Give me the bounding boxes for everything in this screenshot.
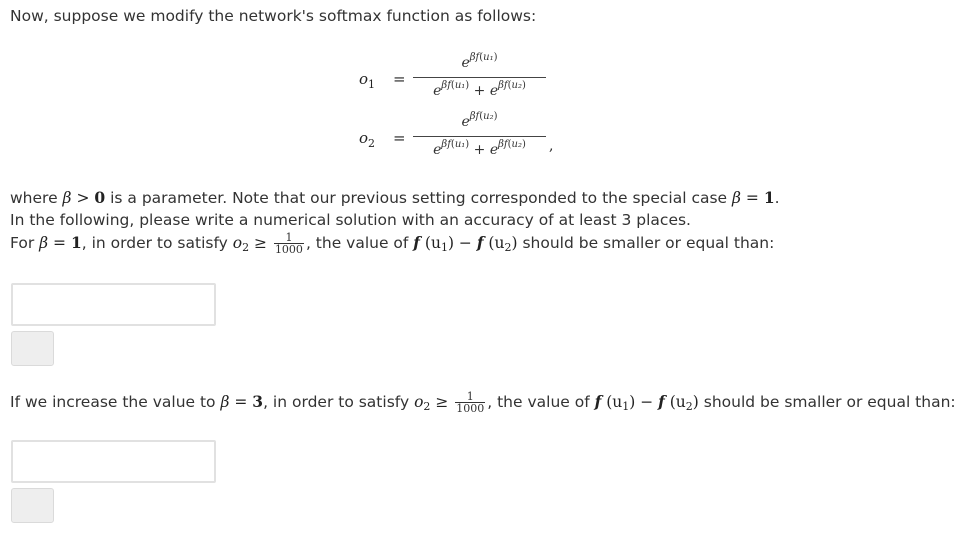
o2-fraction xyxy=(413,111,546,163)
o1-numerator: $e^{\beta f(u_1)}$ xyxy=(461,52,498,71)
fraction-one-thousandth: $\frac{1}{1000}$ xyxy=(456,390,485,415)
o1-denominator: $e^{\beta f(u_1)} + e^{\beta f(u_2)}$ xyxy=(433,80,526,99)
o2-symbol: $o_2$ xyxy=(359,129,376,150)
answer-1-input[interactable] xyxy=(11,283,216,326)
question-1-text: For β = 1, in order to satisfy $o_2$ ≥ $\frac{1}{1000}$ , the value of f $(u_1) - f$ $(u_2)$ should be smaller or equal than: xyxy=(10,231,775,256)
question-2-text: If we increase the value to β = 3, in order to satisfy $o_2$ ≥ $\frac{1}{1000}$ , the value of f $(u_1) - f$ $(u_2)$ should be smaller or equal than: xyxy=(10,390,956,415)
accuracy-instruction: In the following, please write a numerical solution with an accuracy of at least 3 places. xyxy=(10,211,691,229)
o2-numerator: $e^{\beta f(u_2)}$ xyxy=(461,111,498,130)
o1-fraction xyxy=(413,52,546,104)
answer-2-check-button[interactable] xyxy=(11,488,54,523)
o2-equals: = xyxy=(393,129,406,147)
answer-2-input[interactable] xyxy=(11,440,216,483)
intro-text: Now, suppose we modify the network's softmax function as follows: xyxy=(10,7,537,25)
o2-denominator: $e^{\beta f(u_1)} + e^{\beta f(u_2)}$ xyxy=(433,139,526,158)
parameter-description: where β > 0 is a parameter. Note that our previous setting corresponded to the special case β = 1. xyxy=(10,188,780,207)
o2-trailing-comma: , xyxy=(549,138,554,154)
o1-symbol: $o_1$ xyxy=(359,70,376,91)
answer-1-check-button[interactable] xyxy=(11,331,54,366)
o1-equals: = xyxy=(393,70,406,88)
fraction-one-thousandth: $\frac{1}{1000}$ xyxy=(274,231,303,256)
